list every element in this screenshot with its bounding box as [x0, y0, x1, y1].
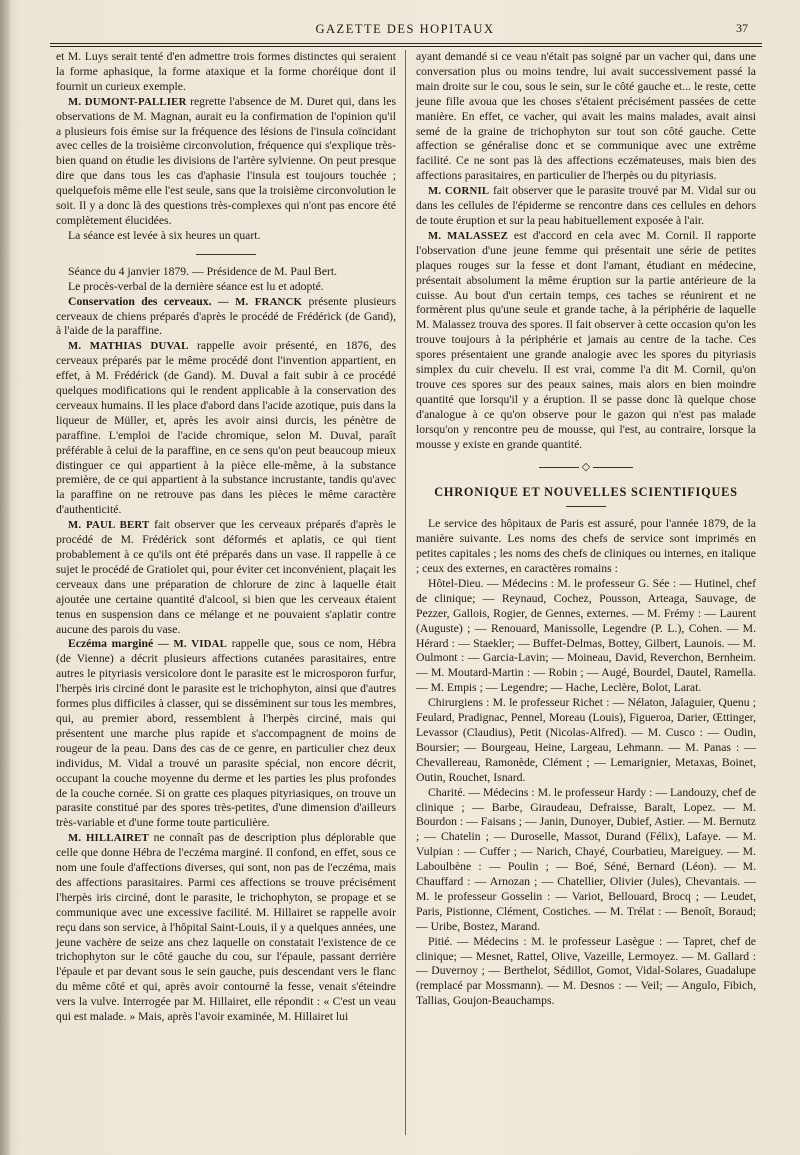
paragraph [56, 295, 396, 340]
paragraph: La séance est levée à six heures un quart. [68, 228, 261, 242]
paragraph [56, 831, 396, 1025]
separator-rule [196, 254, 256, 255]
paragraph: Hôtel-Dieu. — Médecins : M. le professeur G. Sée : — Hutinel, chef de clinique; — Reynaud, Cochez, Pousson, Arteaga, Sauvage, de Pezzer, Gallois, Rogier, de Gennes, externes. — M. Frémy : — Laurent (Auguste) ; — Renouard, Manissolle, Legendre (P. L.), Cohen. — M. Hérard : — Staekler; — Buffet-Delmas, Bottey, Gilbert, Launois. — M. Oulmont : — Garcia-Lavin; — Moineau, David, Reverchon, Bernheim. — M. Moutard-Martin : — Robin ; — Augé, Bourdel, Dautel, Ramella. — M. Empis ; — Legendre; — Hache, Leclère, Bolot, Larat. [416, 576, 756, 695]
session-heading: Séance du 4 janvier 1879. — Présidence de M. Paul Bert. [68, 264, 338, 278]
speaker-name: — M. FRANCK [211, 295, 303, 308]
page-number: 37 [736, 21, 748, 35]
paragraph [56, 637, 396, 831]
running-header [50, 18, 760, 46]
paragraph-text: rappelle que, sous ce nom, Hébra (de Vienne) a décrit plusieurs affections cutanées parasitaires, entre autres le pityriasis versicolore dont le parasite est le microsporon furfur, l'herpès iris circiné dont le parasite est le trichophyton, ainsi que d'autres formes plus difficiles à classer, qui se disséminent sur tous les membres, qui, au premier abord, ressemblent à l'herpès circiné, mais qui présentent une marche plus rapide et s'accompagnent de moins de rougeur de la peau. Dans des cas de ce genre, en particulier chez deux individus, M. Vidal a trouvé un parasite spécial, non encore décrit, occupant la couche moyenne du derme et les parties les plus profondes de la couche cornée. Si on gratte ces plaques pityriasiques, on trouve un parasite constitué par des spores très-petites, d'une dimension d'ailleurs très-variable et d'une forme toute particulière. [56, 637, 396, 830]
paragraph-text: fait observer que le parasite trouvé par M. Vidal sur ou dans les cellules de l'épiderme se rencontre dans ces cellules en dehors de toute éruption et sur la peau habituellement exposée à l'air. [416, 184, 756, 227]
paragraph [416, 229, 756, 453]
title-underline [566, 506, 606, 507]
paragraph: Charité. — Médecins : M. le professeur Hardy : — Landouzy, chef de clinique ; — Barbe, Giraudeau, Defraisse, Baralt, Lopez. — M. Bourdon : — Faisans ; — Janin, Dunoyer, Dubief, Astier. — M. Bernutz ; — Chatelin ; — Duroselle, Massot, Durand (Félix), Lafaye. — M. Vulpian : — Cuffer ; — Narich, Chayé, Courbatieu, Mareiguey. — M. Laboulbène : — Poulin ; — Boé, Séné, Bernard (Léon). — M. Chauffard : — Arnozan ; — Chatellier, Olivier (Jules), Chevantais. — M. le professeur Gosselin : — Variot, Bellouard, Brocq ; — Leudet, Paris, Pistionne, Clément, Costiches. — M. Trélat : — Benoît, Boraud; — Uribe, Bostez, Marand. [416, 785, 756, 933]
speaker-name: M. MALASSEZ [428, 229, 509, 242]
paragraph-text: est d'accord en cela avec M. Cornil. Il rapporte l'observation d'une jeune femme qui présentait une série de petites plaques rouges sur la fesse et dont l'amant, étudiant en médecine, présentait absolument la même éruption sur la partie antérieure de la cuisse. Au bout d'un certain temps, ces taches se réunirent et ne formèrent plus qu'une seule et grande tache, à la périphérie de laquelle M. Malassez trouva des spores. Il fait observer à cette occasion qu'on les trouve toujours à la périphérie et jamais au centre de la tache. Ces spores présentaient une grande analogie avec les spores du pityriasis simplex du cuir chevelu. Il est vrai, comme l'a dit M. Cornil, qu'on trouve ces spores sur des peaux saines, mais alors en bien moindre quantité que lorsqu'il y a éruption. Il se passe donc là quelque chose d'analogue à ce qu'on observe pour le gazon qui n'est pas malade lorsqu'on y rencontre peu de mousse, qui l'est, au contraire, lorsque la mousse y existe en grande quantité. [416, 228, 756, 451]
paragraph [56, 339, 396, 518]
speaker-name: M. CORNIL [428, 185, 490, 198]
speaker-name: M. MATHIAS DUVAL [68, 340, 189, 353]
section-heading: Eczéma marginé [68, 637, 154, 651]
paragraph-text: présente plusieurs cerveaux de chiens préparés d'après le procédé de Frédérick (de Gand), à l'aide de la paraffine. [56, 294, 396, 338]
paragraph: Le service des hôpitaux de Paris est assuré, pour l'année 1879, de la manière suivante. Les noms des chefs de service sont imprimés en petites capitales ; les noms des chefs de cliniques ou internes, en italique ; ceux des externes, en caractères romains : [416, 517, 756, 575]
paragraph-text: regrette l'absence de M. Duret qui, dans les observations de M. Magnan, aurait eu la confirmation de l'opinion qu'il a plusieurs fois émise sur la fréquence des lésions de l'insula coïncidant avec celles de la troisième circonvolution, fréquence qui s'explique très-bien quand on étudie les divisions de l'artère sylvienne. On peut presque dire que dans tous les cas d'aphasie l'insula est toujours touchée ; quelquefois même elle l'est seule, sans que la troisième circonvolution le soit. Il y a donc là des questions très-complexes qui n'ont pas encore été complètement élucidées. [56, 94, 397, 227]
paragraph: Chirurgiens : M. le professeur Richet : — Nélaton, Jalaguier, Quenu ; Feulard, Pradignac, Pennel, Moreau (Louis), Figueroa, Darier, Œttinger, Levassor (Claudius), Petit (Nicolas-Alfred). — M. Cusco : — Oudin, Boursier; — Bourgeau, Heine, Largeau, Lehmann. — M. Panas : — Chevallereau, Ramonède, Clément ; — Lemarignier, Metaxas, Boinet, Outin, Rouchet, Isnard. [416, 696, 756, 784]
paragraph-text: ne connaît pas de description plus déplorable que celle que donne Hébra de l'eczéma marginé. Il confond, en effet, sous ce nom une foule d'affections diverses, qui sont, non pas de l'eczéma, mais des affections parasitaires. Parmi ces affections se trouve précisément l'herpès iris circiné, dont le parasite, le trichophyton, se propage et se communique avec une excessive facilité. M. Hillairet se rappelle avoir reçu dans son service, à l'hôpital Saint-Louis, il y a quelques années, une jeune vachère de seize ans chez laquelle on constatait l'existence de ce trichophyton sur le côté gauche du cou, sur l'épaule, passant derrière l'épaule et par devant sous le sein gauche, puis descendant vers le flanc du même côté et qui, après avoir contourné la fesse, venait s'éteindre vers la vulve. Interrogée par M. Hillairet, elle répondit : « C'est un veau qui est malade. » Mais, après l'avoir examinée, M. Hillairet lui [56, 831, 396, 1024]
paragraph [56, 518, 396, 637]
speaker-name: M. HILLAIRET [68, 832, 149, 845]
left-column [56, 50, 396, 1135]
speaker-name: M. DUMONT-PALLIER [68, 95, 187, 108]
speaker-name: — M. VIDAL [153, 638, 228, 651]
speaker-name: M. PAUL BERT [68, 519, 150, 532]
publication-title: GAZETTE DES HOPITAUX [315, 22, 495, 36]
paragraph [416, 184, 756, 229]
right-column [416, 50, 756, 1135]
paragraph: ayant demandé si ce veau n'était pas soigné par un vacher qui, dans une conversation plus ou moins tendre, lui avait successivement passé la main droite sur le cou, sous le sein, sur le côté gauche et... le reste, cette jeune fille avoua que les choses s'étaient précisément passées de cette manière. En effet, ce vacher, qui avait les mains malades, avait ainsi semé de la graine de trichophyton sur tout son côté gauche. Cette affection se généralise donc et se communique avec une extrême facilité. Ce ne sont pas là des affections eczémateuses, mais bien des affections parasitaires, en particulier de l'herpès ou du pityriasis. [416, 50, 756, 183]
paragraph-text: rappelle avoir présenté, en 1876, des cerveaux préparés par le même procédé dont l'invention appartient, en effet, à M. Frédérick (de Gand). M. Duval a fait subir à ce procédé quelques modifications qui le rendent applicable à la conservation des cerveaux humains. Il les place d'abord dans l'acide azotique, puis dans la liqueur de Müller, et, après les avoir ainsi durcis, les pénètre de paraffine. L'emploi de l'acide chromique, selon M. Duval, paraît préférable à celui de la paraffine, en ce sens qu'on peut beaucoup mieux distinguer ce qui appartient à la pièce elle-même, à la substance première, de ce qui appartient à la substance incrustante, tandis qu'avec la paraffine on ne retrouve pas dans les pièces le même caractère d'authenticité. [56, 339, 396, 517]
binding-edge [0, 0, 10, 1155]
paragraph: Pitié. — Médecins : M. le professeur Lasègue : — Tapret, chef de clinique; — Mesnet, Rattel, Olive, Vazeille, Lermoyez. — M. Gallard : — Duvernoy ; — Berthelot, Sédillot, Gomot, Vidal-Solares, Guadalupe (remplacé par Mossmann). — M. Desnos : — Veil; — Angulo, Fibich, Tallias, Goujon-Beauchamps. [416, 934, 756, 1008]
ornamental-divider: ◇ [416, 460, 756, 475]
section-title: CHRONIQUE ET NOUVELLES SCIENTIFIQUES [434, 485, 738, 500]
paragraph: Le procès-verbal de la dernière séance est lu et adopté. [68, 279, 324, 293]
paragraph-text: fait observer que les cerveaux préparés d'après le procédé de M. Frédérick sont déformés et aplatis, ce qui tient probablement à ce qu'ils ont été préparés dans un vase. Il rappelle à ce sujet le procédé de Gratiolet qui, pour éviter cet inconvénient, plaçait les cerveaux dans une préparation de chlorure de zinc à laquelle était ajoutée une certaine quantité d'alcool, si bien que les cerveaux étaient tenus en suspension dans ce mélange et ne pouvaient s'aplatir contre aucune des parois du vase. [56, 518, 396, 636]
section-heading: Conservation des cerveaux. [68, 294, 212, 308]
header-rule [50, 43, 762, 47]
paragraph: et M. Luys serait tenté d'en admettre trois formes distinctes qui seraient la forme aphasique, la forme ataxique et la forme choréique dont il fournit un curieux exemple. [56, 50, 396, 93]
column-separator [405, 50, 406, 1135]
paragraph [56, 95, 396, 229]
